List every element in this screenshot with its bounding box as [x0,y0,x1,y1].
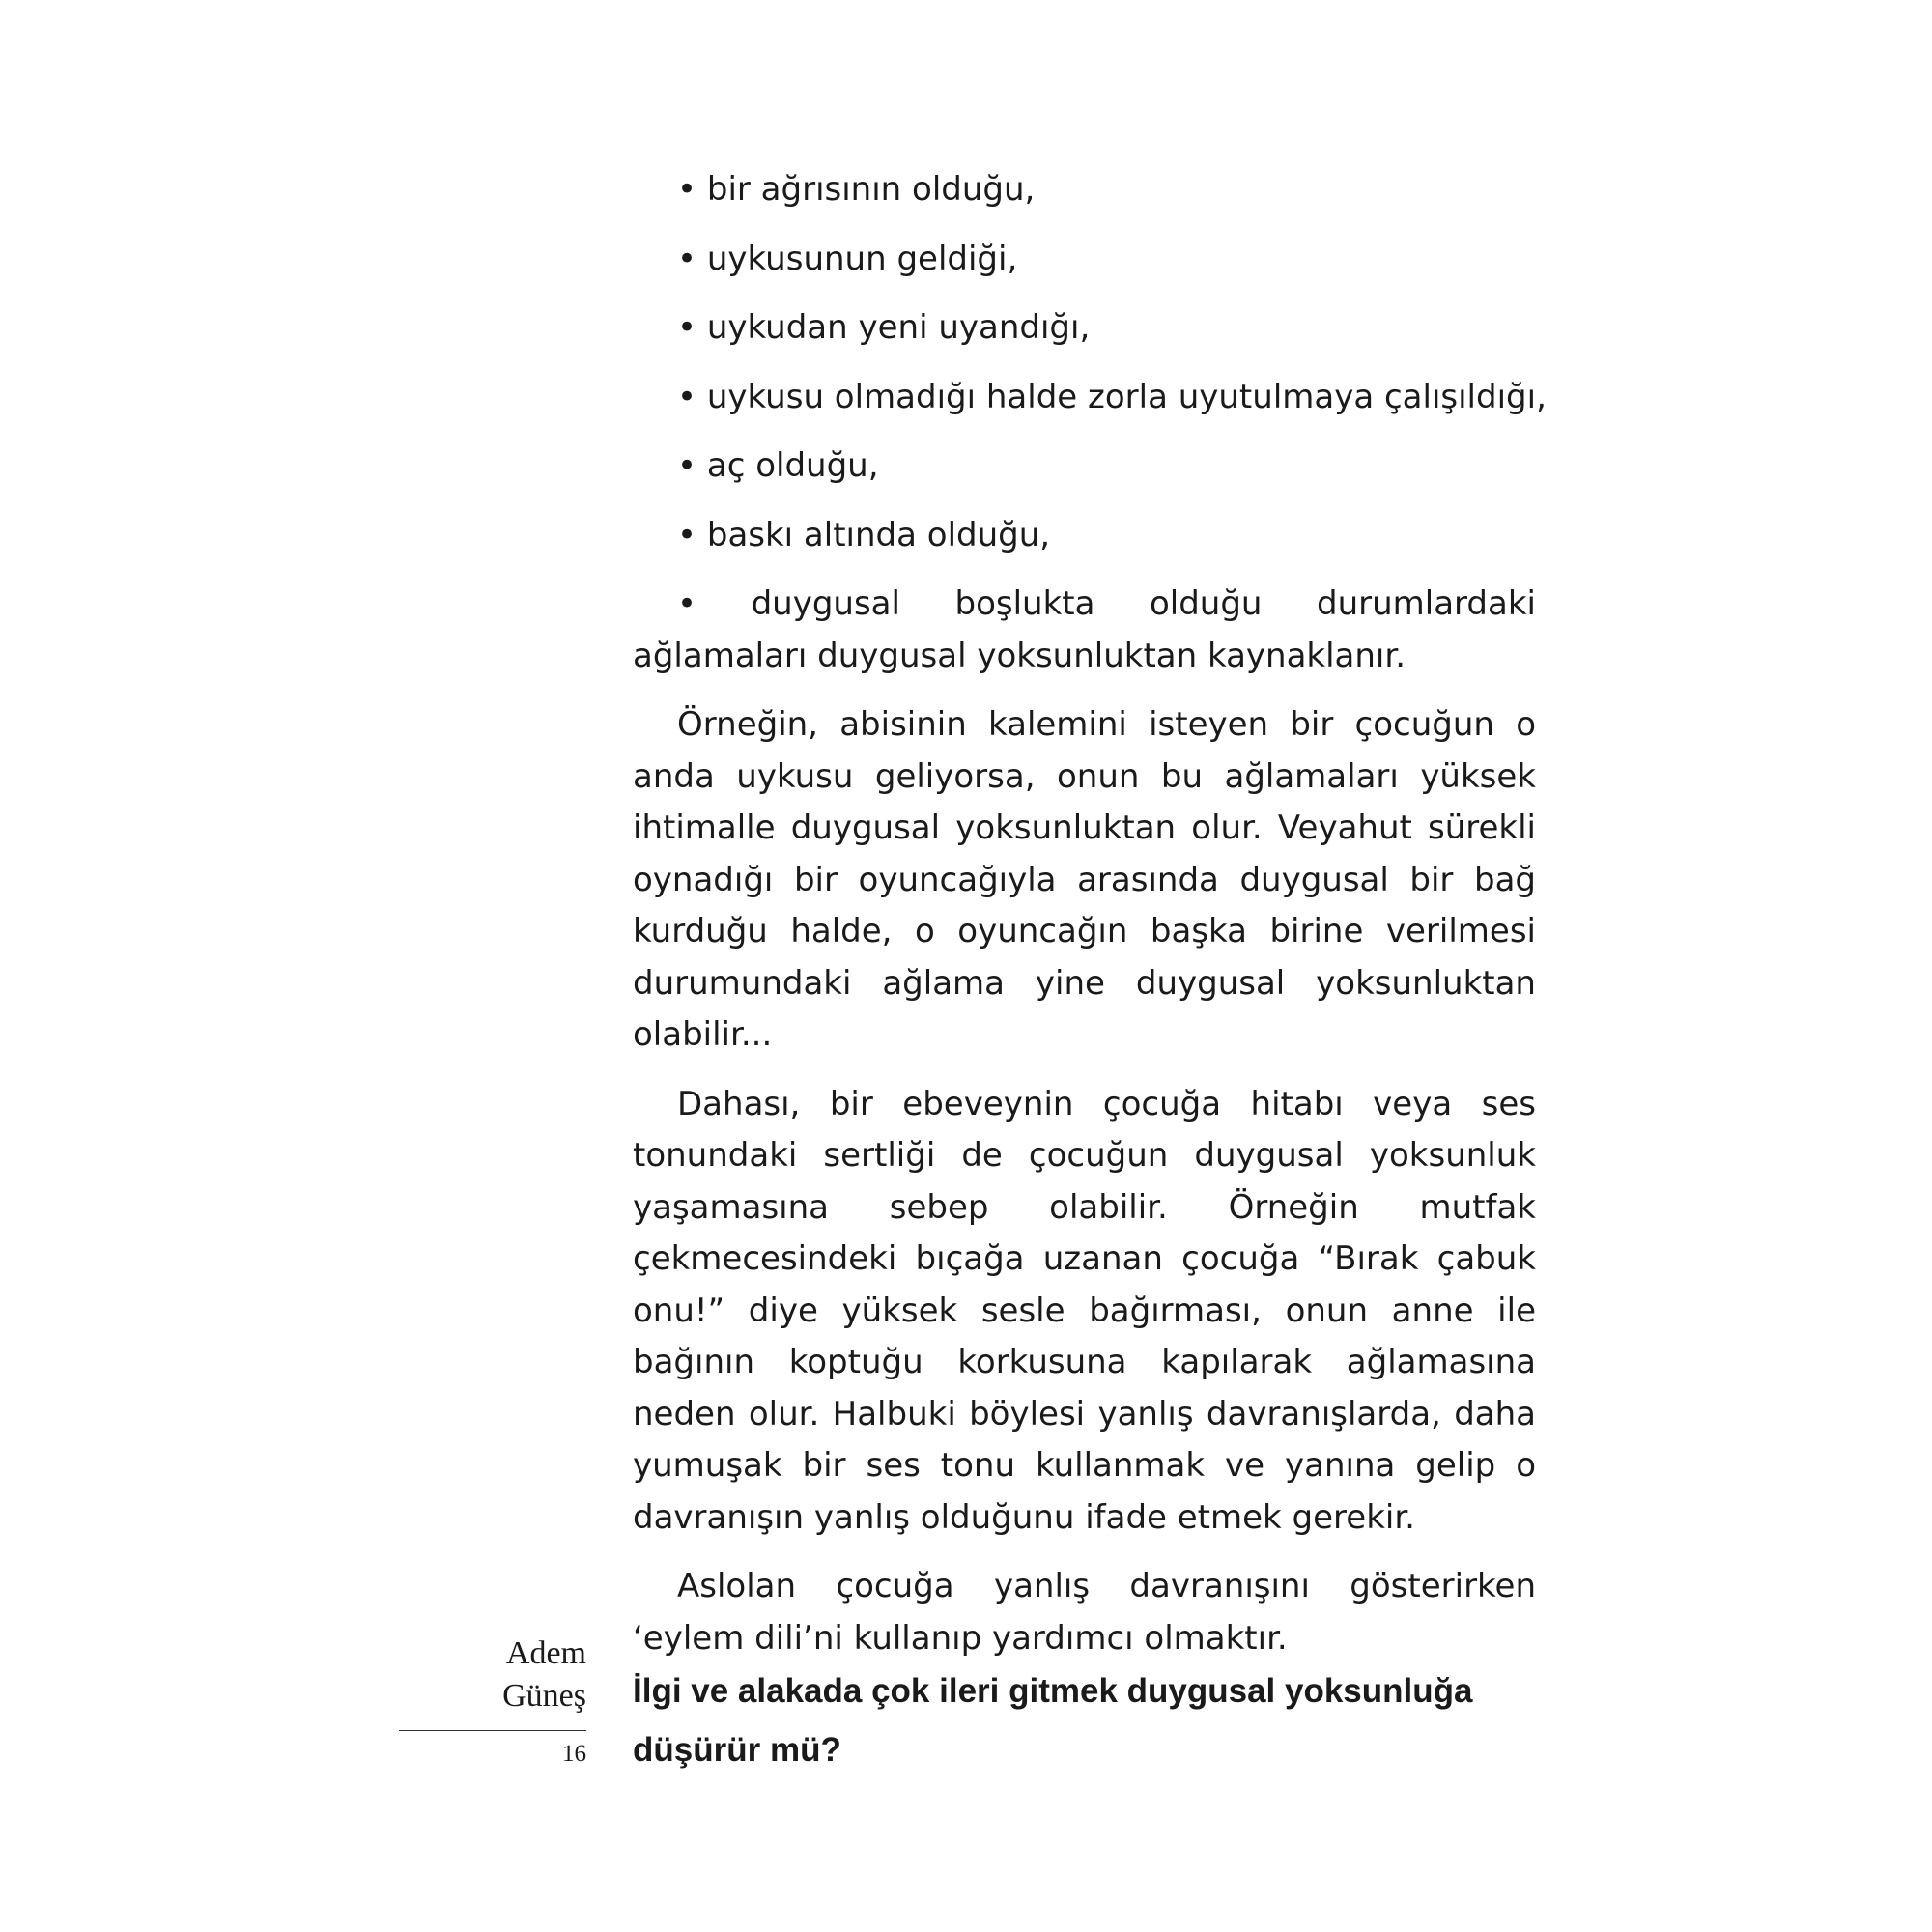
body-text [633,164,1547,1682]
author-first-name: Adem [505,1635,586,1671]
bullet-item: • baskı altında olduğu, [677,515,1051,554]
paragraph-conclusion: Aslolan çocuğa yanlış davranışını gösterirken ‘eylem dili’ni kullanıp yardımcı olmaktır. [633,1567,1536,1658]
running-author [502,1633,586,1718]
bullet-item: • uykudan yeni uyandığı, [677,308,1091,347]
bullet-item: • uykusu olmadığı halde zorla uyutulmaya çalışıldığı, [677,377,1547,416]
section-heading: İlgi ve alakada çok ileri gitmek duygusal yoksunluğa düşürür mü? [633,1672,1473,1769]
paragraph-tone: Dahası, bir ebeveynin çocuğa hitabı veya ses tonundaki sertliği de çocuğun duygusal yoksunluk yaşamasına sebep olabilir. Örneğin mutfak çekmecesindeki bıçağa uzanan çocuğa “Bırak çabuk onu!” diye yüksek sesle bağırması, onun anne ile bağının koptuğu korkusuna kapılarak ağlamasına neden olur. Halbuki böylesi yanlış davranışlarda, daha yumuşak bir ses tonu kullanmak ve yanına gelip o davranışın yanlış olduğunu ifade etmek gerekir. [633,1084,1536,1537]
bullet-item: • uykusunun geldiği, [677,239,1018,278]
footer-rule [399,1730,586,1731]
author-last-name: Güneş [502,1678,586,1714]
paragraph-example: Örneğin, abisinin kalemini isteyen bir çocuğun o anda uykusu geliyorsa, onun bu ağlamaları yüksek ihtimalle duygusal yoksunluktan olur. Veyahut sürekli oynadığı bir oyuncağıyla arasında duygusal bir bağ kurduğu halde, o oyuncağın başka birine verilmesi durumundaki ağlama yine duygusal yoksunluktan olabilir... [633,705,1536,1054]
bullet-item: • bir ağrısının olduğu, [677,170,1036,209]
bullet-item-conclusion: • duygusal boşlukta olduğu durumlardaki ağlamaları duygusal yoksunluktan kaynaklanır. [633,584,1536,675]
page-number: 16 [562,1741,586,1767]
bullet-item: • aç olduğu, [677,446,879,485]
